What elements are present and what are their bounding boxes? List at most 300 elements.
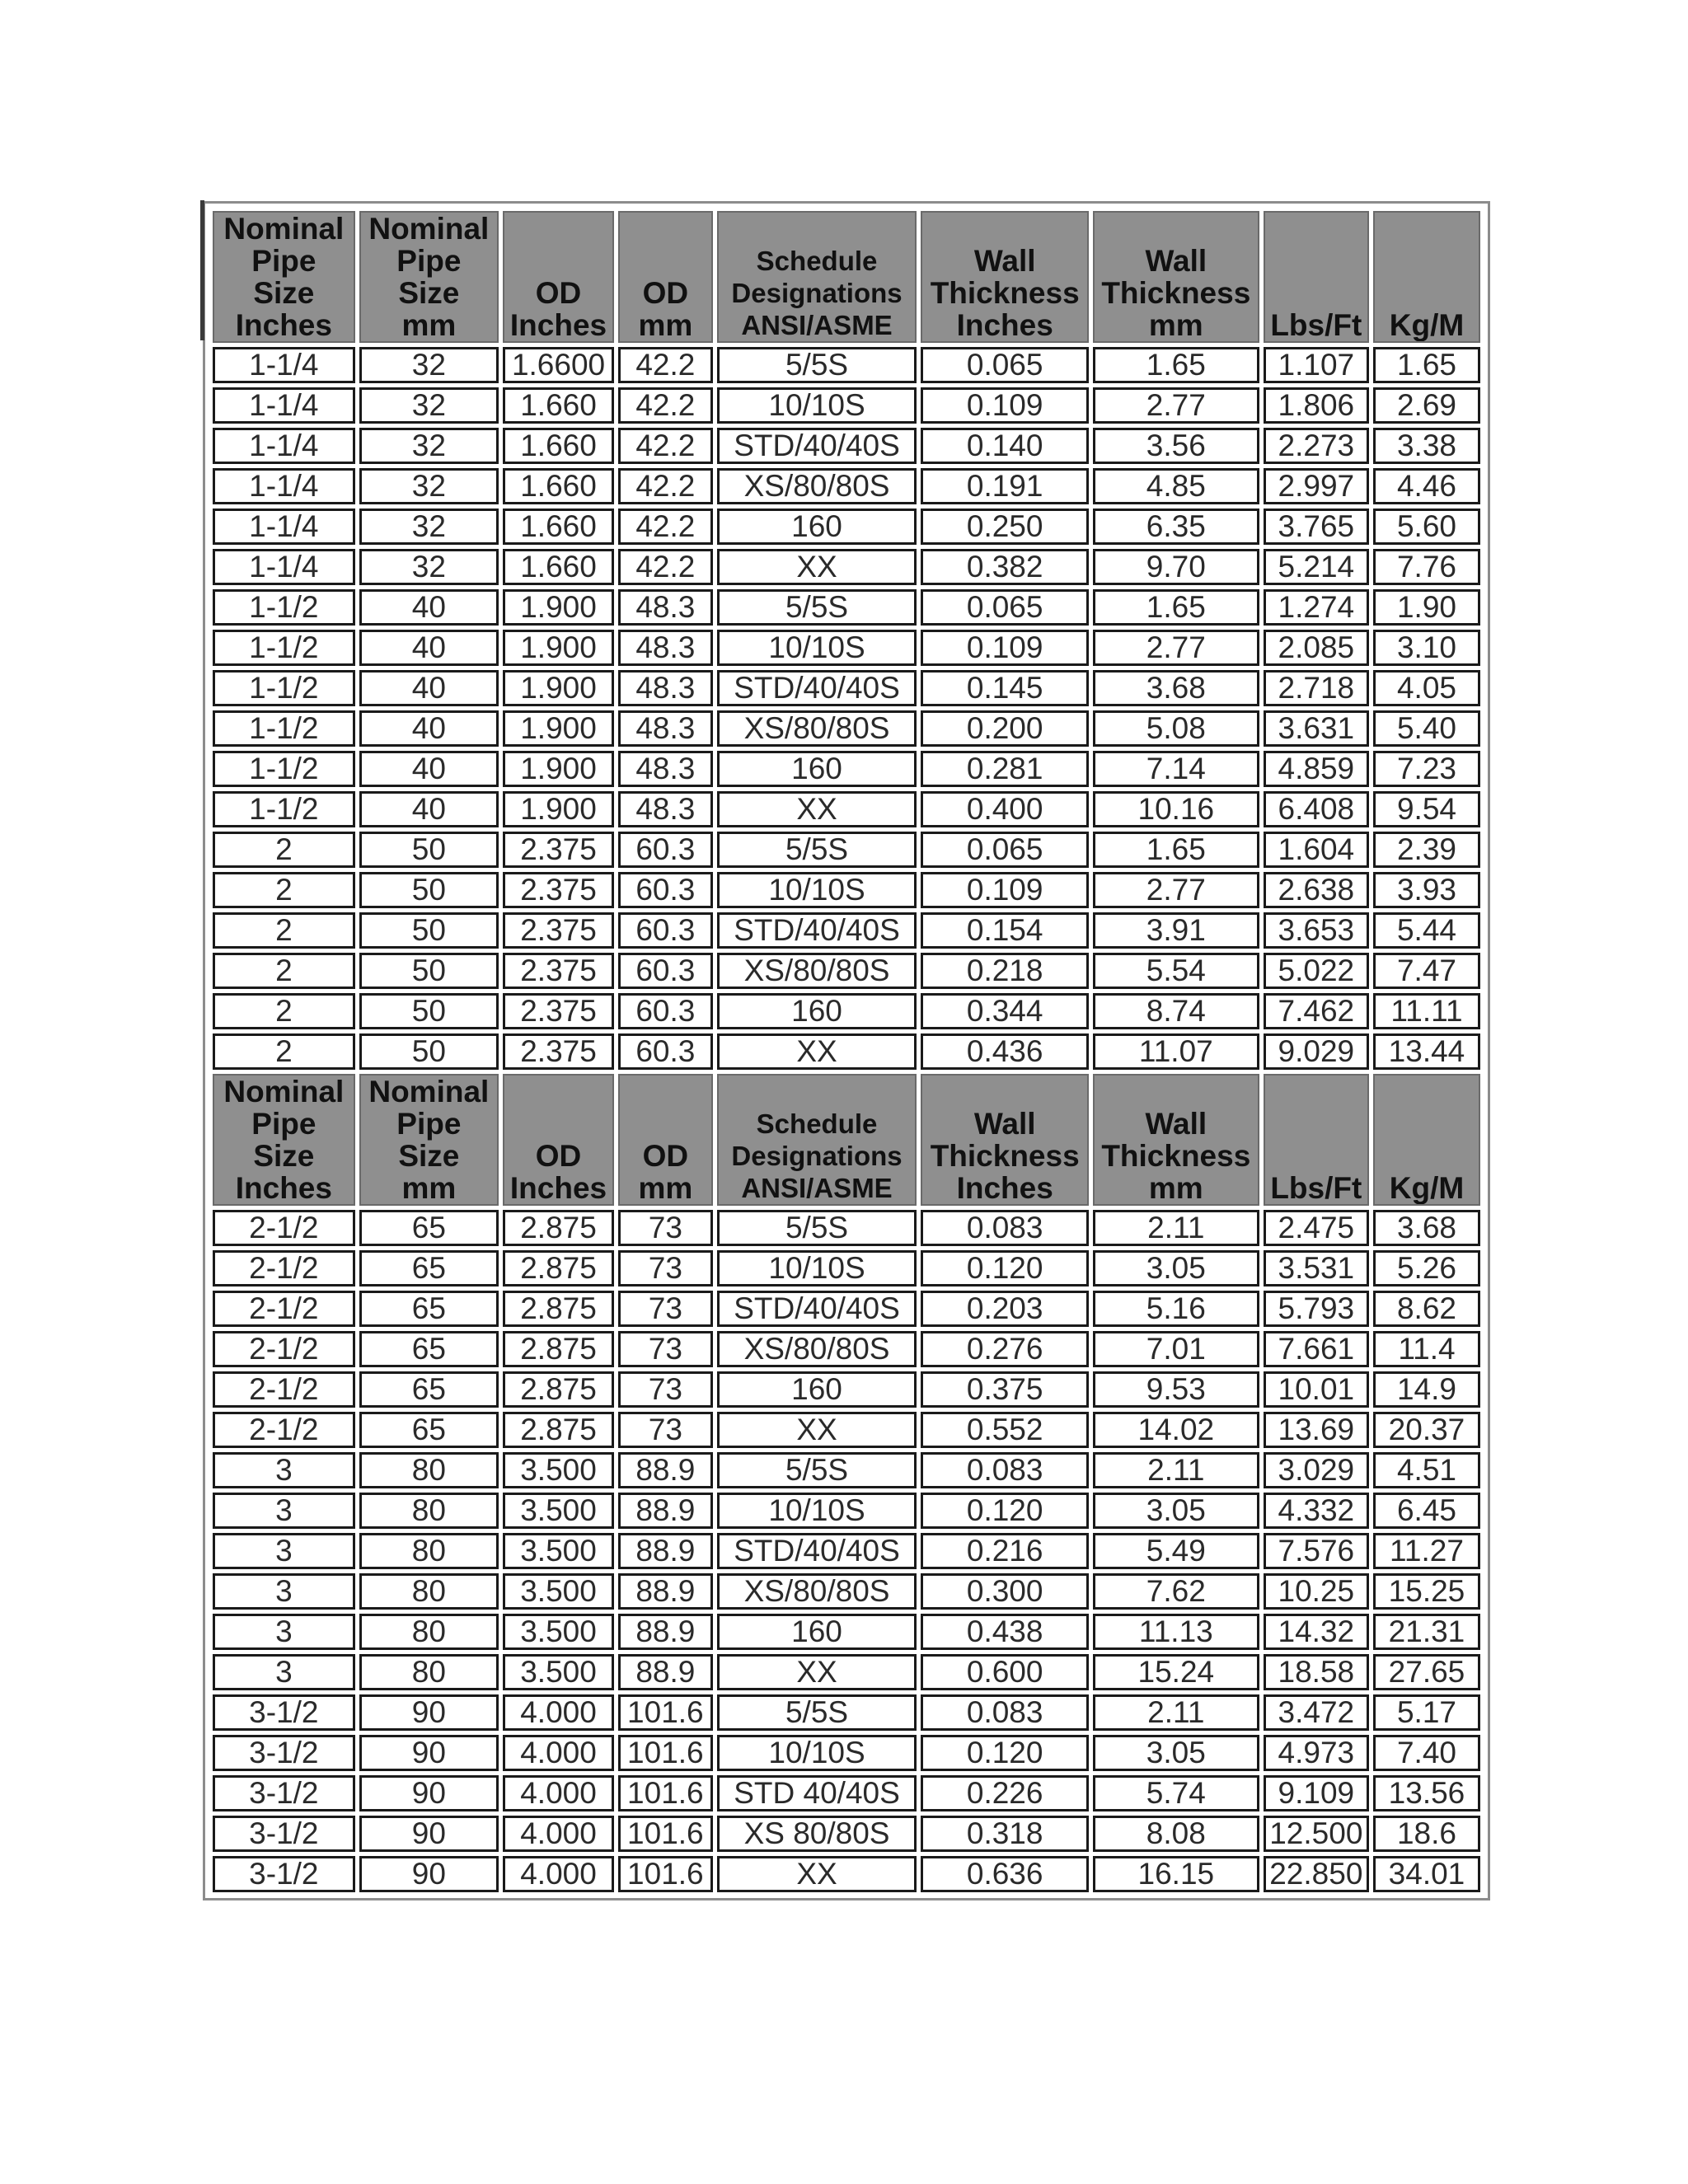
cell-wall-thickness-mm: 5.74 — [1093, 1775, 1259, 1811]
cell-nominal-size-inches: 3 — [213, 1452, 355, 1488]
cell-lbs-per-ft: 3.472 — [1264, 1694, 1369, 1731]
cell-nominal-size-inches: 2-1/2 — [213, 1210, 355, 1246]
cell-nominal-size-inches: 1-1/4 — [213, 387, 355, 424]
cell-lbs-per-ft: 1.107 — [1264, 347, 1369, 383]
cell-kg-per-m: 3.93 — [1373, 872, 1480, 908]
header-line: Pipe — [396, 1107, 462, 1141]
cell-nominal-size-mm: 90 — [359, 1775, 499, 1811]
header-line: Inches — [509, 308, 607, 342]
cell-wall-thickness-mm: 7.14 — [1093, 751, 1259, 787]
cell-wall-thickness-inches: 0.281 — [921, 751, 1088, 787]
cell-nominal-size-inches: 3 — [213, 1654, 355, 1690]
cell-lbs-per-ft: 1.806 — [1264, 387, 1369, 424]
cell-wall-thickness-mm: 5.16 — [1093, 1291, 1259, 1327]
cell-od-mm: 101.6 — [618, 1775, 713, 1811]
cell-wall-thickness-inches: 0.318 — [921, 1816, 1088, 1852]
header-line: OD — [642, 1139, 689, 1173]
table-row — [213, 1493, 1480, 1529]
cell-od-mm: 88.9 — [618, 1654, 713, 1690]
table-row — [213, 387, 1480, 424]
cell-od-mm: 88.9 — [618, 1533, 713, 1569]
cell-od-inches: 4.000 — [503, 1694, 614, 1731]
cell-wall-thickness-mm: 1.65 — [1093, 347, 1259, 383]
cell-nominal-size-mm: 32 — [359, 347, 499, 383]
cell-wall-thickness-mm: 1.65 — [1093, 589, 1259, 626]
cell-schedule-designation: 10/10S — [717, 387, 917, 424]
column-header-wall-thickness-inches — [921, 1074, 1088, 1206]
cell-od-mm: 60.3 — [618, 993, 713, 1029]
table-row — [213, 1816, 1480, 1852]
column-header-kg-per-m — [1373, 1074, 1480, 1206]
cell-od-mm: 73 — [618, 1291, 713, 1327]
cell-wall-thickness-mm: 2.77 — [1093, 387, 1259, 424]
cell-wall-thickness-inches: 0.636 — [921, 1856, 1088, 1892]
cell-od-inches: 2.375 — [503, 1033, 614, 1070]
header-line: mm — [1148, 308, 1203, 342]
cell-nominal-size-inches: 3-1/2 — [213, 1816, 355, 1852]
cell-wall-thickness-mm: 3.68 — [1093, 670, 1259, 706]
table-row — [213, 1654, 1480, 1690]
column-header-od-mm — [618, 1074, 713, 1206]
header-row — [213, 1074, 1480, 1206]
column-header-od-mm — [618, 211, 713, 343]
table-row — [213, 1694, 1480, 1731]
cell-wall-thickness-inches: 0.200 — [921, 710, 1088, 747]
cell-kg-per-m: 9.54 — [1373, 791, 1480, 827]
header-line: mm — [638, 308, 693, 342]
cell-wall-thickness-inches: 0.375 — [921, 1371, 1088, 1408]
cell-nominal-size-inches: 2 — [213, 1033, 355, 1070]
cell-wall-thickness-inches: 0.438 — [921, 1614, 1088, 1650]
cell-wall-thickness-mm: 2.11 — [1093, 1694, 1259, 1731]
header-line: Nominal — [368, 1075, 490, 1108]
cell-lbs-per-ft: 18.58 — [1264, 1654, 1369, 1690]
column-header-lbs-per-ft — [1264, 1074, 1369, 1206]
cell-od-mm: 60.3 — [618, 1033, 713, 1070]
cell-wall-thickness-mm: 9.53 — [1093, 1371, 1259, 1408]
cell-kg-per-m: 5.44 — [1373, 912, 1480, 949]
cell-nominal-size-inches: 1-1/2 — [213, 670, 355, 706]
cell-nominal-size-mm: 65 — [359, 1210, 499, 1246]
header-line: Inches — [509, 1171, 607, 1205]
cell-kg-per-m: 27.65 — [1373, 1654, 1480, 1690]
cell-schedule-designation: XX — [717, 791, 917, 827]
cell-nominal-size-inches: 1-1/4 — [213, 428, 355, 464]
cell-nominal-size-inches: 2-1/2 — [213, 1371, 355, 1408]
cell-wall-thickness-mm: 7.01 — [1093, 1331, 1259, 1367]
cell-kg-per-m: 6.45 — [1373, 1493, 1480, 1529]
cell-wall-thickness-inches: 0.250 — [921, 509, 1088, 545]
header-line: Inches — [956, 308, 1053, 342]
cell-wall-thickness-inches: 0.065 — [921, 589, 1088, 626]
cell-wall-thickness-inches: 0.552 — [921, 1412, 1088, 1448]
cell-nominal-size-inches: 1-1/2 — [213, 589, 355, 626]
cell-nominal-size-inches: 1-1/2 — [213, 710, 355, 747]
header-line: Size — [398, 1139, 460, 1173]
header-line: Designations — [731, 1141, 903, 1171]
header-line: Thickness — [930, 1139, 1080, 1173]
table-row — [213, 710, 1480, 747]
cell-schedule-designation: 5/5S — [717, 1452, 917, 1488]
cell-od-mm: 60.3 — [618, 832, 713, 868]
cell-od-inches: 1.900 — [503, 630, 614, 666]
cell-kg-per-m: 11.11 — [1373, 993, 1480, 1029]
cell-schedule-designation: 5/5S — [717, 589, 917, 626]
cell-od-inches: 1.660 — [503, 428, 614, 464]
header-line: Thickness — [930, 276, 1080, 310]
cell-schedule-designation: XS 80/80S — [717, 1816, 917, 1852]
cell-od-mm: 101.6 — [618, 1694, 713, 1731]
cell-od-inches: 2.375 — [503, 953, 614, 989]
cell-wall-thickness-inches: 0.226 — [921, 1775, 1088, 1811]
cell-od-mm: 48.3 — [618, 710, 713, 747]
cell-od-mm: 60.3 — [618, 953, 713, 989]
cell-od-inches: 1.900 — [503, 710, 614, 747]
cell-od-inches: 1.900 — [503, 670, 614, 706]
cell-kg-per-m: 7.47 — [1373, 953, 1480, 989]
cell-wall-thickness-mm: 3.91 — [1093, 912, 1259, 949]
cell-kg-per-m: 5.26 — [1373, 1250, 1480, 1286]
cell-nominal-size-mm: 65 — [359, 1412, 499, 1448]
cell-od-inches: 3.500 — [503, 1493, 614, 1529]
cell-kg-per-m: 4.51 — [1373, 1452, 1480, 1488]
cell-od-inches: 3.500 — [503, 1573, 614, 1610]
header-line: Pipe — [251, 244, 316, 278]
header-line: Inches — [235, 308, 332, 342]
cell-kg-per-m: 5.60 — [1373, 509, 1480, 545]
table-row — [213, 1614, 1480, 1650]
cell-wall-thickness-inches: 0.154 — [921, 912, 1088, 949]
cell-wall-thickness-inches: 0.436 — [921, 1033, 1088, 1070]
cell-nominal-size-mm: 40 — [359, 751, 499, 787]
cell-od-inches: 2.875 — [503, 1331, 614, 1367]
table-row — [213, 630, 1480, 666]
header-line: Designations — [731, 278, 903, 308]
cell-od-mm: 88.9 — [618, 1614, 713, 1650]
cell-lbs-per-ft: 4.973 — [1264, 1735, 1369, 1771]
cell-od-mm: 60.3 — [618, 912, 713, 949]
cell-schedule-designation: XX — [717, 1412, 917, 1448]
cell-od-inches: 3.500 — [503, 1654, 614, 1690]
header-line: Nominal — [223, 1075, 345, 1108]
table-row — [213, 953, 1480, 989]
cell-nominal-size-mm: 90 — [359, 1735, 499, 1771]
cell-kg-per-m: 11.27 — [1373, 1533, 1480, 1569]
cell-nominal-size-mm: 65 — [359, 1250, 499, 1286]
cell-kg-per-m: 2.69 — [1373, 387, 1480, 424]
cell-wall-thickness-inches: 0.191 — [921, 468, 1088, 504]
cell-schedule-designation: 5/5S — [717, 1694, 917, 1731]
cell-wall-thickness-inches: 0.382 — [921, 549, 1088, 585]
cell-nominal-size-inches: 1-1/4 — [213, 549, 355, 585]
cell-lbs-per-ft: 12.500 — [1264, 1816, 1369, 1852]
cell-nominal-size-mm: 50 — [359, 953, 499, 989]
cell-wall-thickness-mm: 11.07 — [1093, 1033, 1259, 1070]
cell-schedule-designation: XS/80/80S — [717, 468, 917, 504]
cell-nominal-size-inches: 2 — [213, 993, 355, 1029]
cell-schedule-designation: XS/80/80S — [717, 1573, 917, 1610]
cell-lbs-per-ft: 1.604 — [1264, 832, 1369, 868]
cell-wall-thickness-inches: 0.083 — [921, 1452, 1088, 1488]
cell-od-inches: 3.500 — [503, 1614, 614, 1650]
header-line: Wall — [1145, 244, 1207, 278]
header-line: Inches — [235, 1171, 332, 1205]
cell-kg-per-m: 34.01 — [1373, 1856, 1480, 1892]
cell-od-mm: 73 — [618, 1331, 713, 1367]
cell-wall-thickness-mm: 6.35 — [1093, 509, 1259, 545]
cell-schedule-designation: 160 — [717, 993, 917, 1029]
cell-lbs-per-ft: 2.085 — [1264, 630, 1369, 666]
pipe-schedule-table — [209, 207, 1484, 1896]
header-line: Kg/M — [1389, 1171, 1465, 1205]
table-row — [213, 1250, 1480, 1286]
cell-lbs-per-ft: 4.332 — [1264, 1493, 1369, 1529]
table-row — [213, 1412, 1480, 1448]
cell-nominal-size-inches: 3 — [213, 1614, 355, 1650]
column-header-kg-per-m — [1373, 211, 1480, 343]
cell-nominal-size-mm: 50 — [359, 1033, 499, 1070]
cell-nominal-size-mm: 80 — [359, 1573, 499, 1610]
column-header-lbs-per-ft — [1264, 211, 1369, 343]
cell-kg-per-m: 11.4 — [1373, 1331, 1480, 1367]
cell-schedule-designation: 10/10S — [717, 872, 917, 908]
header-line: Kg/M — [1389, 308, 1465, 342]
cell-kg-per-m: 20.37 — [1373, 1412, 1480, 1448]
cell-lbs-per-ft: 3.631 — [1264, 710, 1369, 747]
cell-nominal-size-mm: 90 — [359, 1694, 499, 1731]
cell-lbs-per-ft: 5.214 — [1264, 549, 1369, 585]
column-header-wall-thickness-mm — [1093, 1074, 1259, 1206]
cell-wall-thickness-mm: 5.49 — [1093, 1533, 1259, 1569]
cell-wall-thickness-mm: 1.65 — [1093, 832, 1259, 868]
cell-wall-thickness-mm: 10.16 — [1093, 791, 1259, 827]
cell-od-mm: 73 — [618, 1371, 713, 1408]
cell-schedule-designation: XX — [717, 1033, 917, 1070]
cell-lbs-per-ft: 2.997 — [1264, 468, 1369, 504]
column-header-nominal-size-mm — [359, 1074, 499, 1206]
header-line: Pipe — [251, 1107, 316, 1141]
cell-schedule-designation: 10/10S — [717, 1735, 917, 1771]
column-header-od-inches — [503, 211, 614, 343]
cell-wall-thickness-mm: 3.56 — [1093, 428, 1259, 464]
cell-schedule-designation: STD 40/40S — [717, 1775, 917, 1811]
cell-nominal-size-inches: 1-1/4 — [213, 468, 355, 504]
table-row — [213, 1331, 1480, 1367]
cell-nominal-size-mm: 40 — [359, 589, 499, 626]
cell-nominal-size-inches: 1-1/2 — [213, 791, 355, 827]
table-row — [213, 1735, 1480, 1771]
header-line: mm — [638, 1171, 693, 1205]
cell-nominal-size-inches: 2 — [213, 953, 355, 989]
cell-wall-thickness-inches: 0.120 — [921, 1250, 1088, 1286]
cell-nominal-size-mm: 50 — [359, 872, 499, 908]
cell-schedule-designation: 160 — [717, 751, 917, 787]
cell-lbs-per-ft: 2.273 — [1264, 428, 1369, 464]
cell-lbs-per-ft: 3.765 — [1264, 509, 1369, 545]
table-row — [213, 468, 1480, 504]
header-line: Pipe — [396, 244, 462, 278]
column-header-schedule-designation — [717, 1074, 917, 1206]
cell-nominal-size-inches: 2-1/2 — [213, 1250, 355, 1286]
column-header-nominal-size-mm — [359, 211, 499, 343]
cell-wall-thickness-mm: 5.08 — [1093, 710, 1259, 747]
cell-kg-per-m: 4.46 — [1373, 468, 1480, 504]
cell-wall-thickness-mm: 8.74 — [1093, 993, 1259, 1029]
cell-lbs-per-ft: 9.109 — [1264, 1775, 1369, 1811]
cell-od-inches: 3.500 — [503, 1533, 614, 1569]
header-line: Size — [398, 276, 460, 310]
cell-kg-per-m: 7.23 — [1373, 751, 1480, 787]
cell-od-inches: 4.000 — [503, 1816, 614, 1852]
cell-lbs-per-ft: 13.69 — [1264, 1412, 1369, 1448]
cell-wall-thickness-mm: 2.77 — [1093, 872, 1259, 908]
cell-lbs-per-ft: 2.475 — [1264, 1210, 1369, 1246]
cell-wall-thickness-inches: 0.216 — [921, 1533, 1088, 1569]
cell-od-mm: 42.2 — [618, 549, 713, 585]
table-row — [213, 549, 1480, 585]
cell-kg-per-m: 13.56 — [1373, 1775, 1480, 1811]
cell-wall-thickness-inches: 0.083 — [921, 1210, 1088, 1246]
table-row — [213, 751, 1480, 787]
cell-nominal-size-mm: 65 — [359, 1331, 499, 1367]
cell-nominal-size-mm: 80 — [359, 1493, 499, 1529]
cell-kg-per-m: 5.17 — [1373, 1694, 1480, 1731]
cell-schedule-designation: XX — [717, 1856, 917, 1892]
cell-lbs-per-ft: 3.653 — [1264, 912, 1369, 949]
cell-od-inches: 2.375 — [503, 993, 614, 1029]
header-line: Lbs/Ft — [1270, 1171, 1362, 1205]
cell-schedule-designation: 10/10S — [717, 1493, 917, 1529]
table-row — [213, 428, 1480, 464]
cell-lbs-per-ft: 7.462 — [1264, 993, 1369, 1029]
header-row — [213, 211, 1480, 343]
cell-nominal-size-mm: 40 — [359, 791, 499, 827]
cell-nominal-size-inches: 3 — [213, 1533, 355, 1569]
cell-wall-thickness-inches: 0.145 — [921, 670, 1088, 706]
cell-od-inches: 2.875 — [503, 1412, 614, 1448]
cell-lbs-per-ft: 22.850 — [1264, 1856, 1369, 1892]
table-row — [213, 872, 1480, 908]
cell-kg-per-m: 3.68 — [1373, 1210, 1480, 1246]
cell-od-mm: 88.9 — [618, 1573, 713, 1610]
cell-kg-per-m: 8.62 — [1373, 1291, 1480, 1327]
cell-lbs-per-ft: 1.274 — [1264, 589, 1369, 626]
cell-od-inches: 2.375 — [503, 912, 614, 949]
cell-schedule-designation: XS/80/80S — [717, 710, 917, 747]
cell-wall-thickness-mm: 8.08 — [1093, 1816, 1259, 1852]
header-line: mm — [1148, 1171, 1203, 1205]
cell-schedule-designation: 160 — [717, 1371, 917, 1408]
cell-nominal-size-mm: 80 — [359, 1614, 499, 1650]
header-line: mm — [401, 1171, 457, 1205]
cell-schedule-designation: XX — [717, 549, 917, 585]
cell-od-mm: 48.3 — [618, 630, 713, 666]
cell-od-inches: 4.000 — [503, 1775, 614, 1811]
cell-nominal-size-inches: 2 — [213, 872, 355, 908]
cell-wall-thickness-inches: 0.065 — [921, 347, 1088, 383]
cell-schedule-designation: STD/40/40S — [717, 1291, 917, 1327]
cell-lbs-per-ft: 3.029 — [1264, 1452, 1369, 1488]
cell-wall-thickness-mm: 11.13 — [1093, 1614, 1259, 1650]
cell-wall-thickness-mm: 3.05 — [1093, 1735, 1259, 1771]
cell-lbs-per-ft: 4.859 — [1264, 751, 1369, 787]
cell-nominal-size-inches: 3 — [213, 1493, 355, 1529]
table-row — [213, 1371, 1480, 1408]
table-row — [213, 347, 1480, 383]
cell-od-mm: 48.3 — [618, 751, 713, 787]
cell-od-inches: 1.900 — [503, 751, 614, 787]
cell-nominal-size-mm: 65 — [359, 1371, 499, 1408]
cell-wall-thickness-mm: 7.62 — [1093, 1573, 1259, 1610]
table-row — [213, 670, 1480, 706]
cell-schedule-designation: XX — [717, 1654, 917, 1690]
cell-nominal-size-mm: 90 — [359, 1816, 499, 1852]
cell-schedule-designation: 5/5S — [717, 347, 917, 383]
cell-kg-per-m: 7.40 — [1373, 1735, 1480, 1771]
cell-od-mm: 60.3 — [618, 872, 713, 908]
cell-wall-thickness-inches: 0.109 — [921, 387, 1088, 424]
cell-nominal-size-mm: 50 — [359, 832, 499, 868]
cell-nominal-size-inches: 1-1/4 — [213, 509, 355, 545]
cell-schedule-designation: 160 — [717, 509, 917, 545]
header-line: mm — [401, 308, 457, 342]
cell-od-mm: 101.6 — [618, 1816, 713, 1852]
cell-wall-thickness-mm: 14.02 — [1093, 1412, 1259, 1448]
cell-od-inches: 2.875 — [503, 1291, 614, 1327]
cell-wall-thickness-inches: 0.300 — [921, 1573, 1088, 1610]
header-line: Size — [253, 1139, 315, 1173]
cell-lbs-per-ft: 5.793 — [1264, 1291, 1369, 1327]
cell-wall-thickness-inches: 0.140 — [921, 428, 1088, 464]
cell-wall-thickness-inches: 0.400 — [921, 791, 1088, 827]
cell-nominal-size-inches: 2-1/2 — [213, 1412, 355, 1448]
cell-od-inches: 1.900 — [503, 589, 614, 626]
cell-wall-thickness-inches: 0.203 — [921, 1291, 1088, 1327]
table-row — [213, 1573, 1480, 1610]
cell-schedule-designation: XS/80/80S — [717, 953, 917, 989]
cell-lbs-per-ft: 2.718 — [1264, 670, 1369, 706]
table-row — [213, 589, 1480, 626]
cell-kg-per-m: 2.39 — [1373, 832, 1480, 868]
header-line: Inches — [956, 1171, 1053, 1205]
header-line: ANSI/ASME — [741, 1173, 893, 1203]
cell-od-inches: 4.000 — [503, 1735, 614, 1771]
cell-kg-per-m: 15.25 — [1373, 1573, 1480, 1610]
table-row — [213, 1210, 1480, 1246]
header-line: OD — [642, 276, 689, 310]
cell-kg-per-m: 1.90 — [1373, 589, 1480, 626]
cell-od-inches: 3.500 — [503, 1452, 614, 1488]
cell-wall-thickness-mm: 3.05 — [1093, 1493, 1259, 1529]
header-line: Nominal — [223, 212, 345, 246]
header-line: Nominal — [368, 212, 490, 246]
cell-wall-thickness-mm: 2.11 — [1093, 1452, 1259, 1488]
column-header-schedule-designation — [717, 211, 917, 343]
table-row — [213, 791, 1480, 827]
cell-wall-thickness-inches: 0.276 — [921, 1331, 1088, 1367]
table-row — [213, 832, 1480, 868]
cell-nominal-size-mm: 50 — [359, 993, 499, 1029]
cell-wall-thickness-mm: 5.54 — [1093, 953, 1259, 989]
pipe-schedule-sheet — [203, 201, 1490, 1900]
cell-od-inches: 1.660 — [503, 549, 614, 585]
header-line: Size — [253, 276, 315, 310]
cell-nominal-size-inches: 1-1/4 — [213, 347, 355, 383]
cell-nominal-size-mm: 32 — [359, 387, 499, 424]
cell-schedule-designation: XS/80/80S — [717, 1331, 917, 1367]
cell-wall-thickness-mm: 16.15 — [1093, 1856, 1259, 1892]
cell-wall-thickness-mm: 2.11 — [1093, 1210, 1259, 1246]
